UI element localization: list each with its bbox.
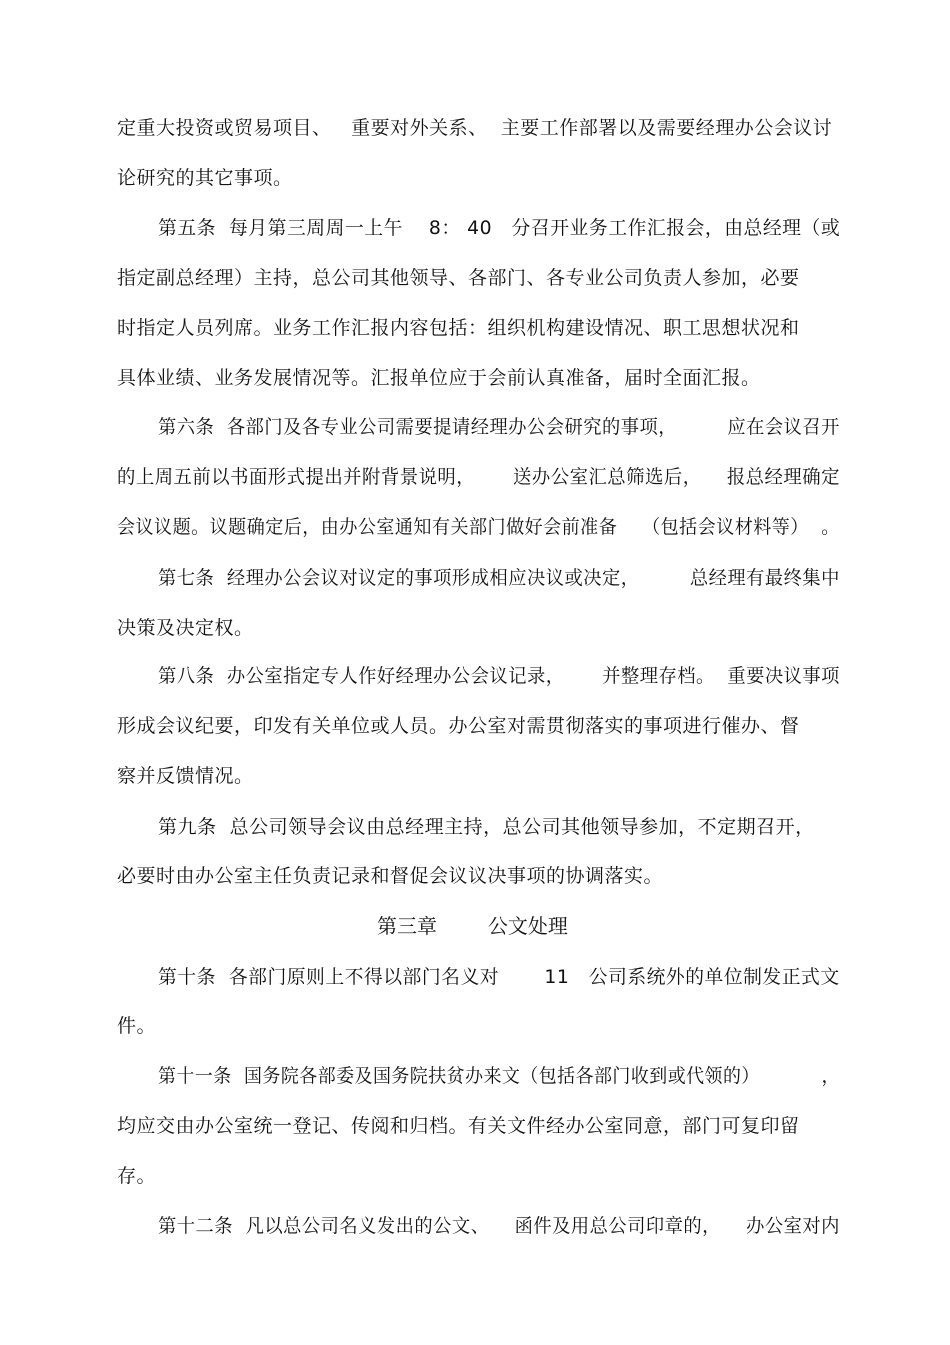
article-5-line-2: 指定副总经理）主持，总公司其他领导、各部门、各专业公司负责人参加，必要: [117, 267, 800, 289]
chapter-heading: 第三章 公文处理: [377, 914, 568, 938]
article-11-line-1: 第十一条 国务院各部委及国务院扶贫办来文（包括各部门收到或代领的） ，: [158, 1065, 840, 1087]
article-6-line-2: 的上周五前以书面形式提出并附背景说明， 送办公室汇总筛选后， 报总经理确定: [117, 466, 840, 488]
article-8-line-3: 察并反馈情况。: [117, 765, 254, 787]
article-7-line-1: 第七条 经理办公会议对议定的事项形成相应决议或决定， 总经理有最终集中: [158, 567, 840, 589]
text-line-1: 定重大投资或贸易项目、 重要对外关系、 主要工作部署以及需要经理办公会议讨: [117, 117, 833, 139]
article-5-line-4: 具体业绩、业务发展情况等。汇报单位应于会前认真准备，届时全面汇报。: [117, 367, 761, 389]
article-11-line-2: 均应交由办公室统一登记、传阅和归档。有关文件经办公室同意，部门可复印留: [117, 1115, 800, 1137]
article-5-line-3: 时指定人员列席。业务工作汇报内容包括：组织机构建设情况、职工思想状况和: [117, 317, 800, 339]
article-8-line-1: 第八条 办公室指定专人作好经理办公会议记录， 并整理存档。 重要决议事项: [158, 665, 840, 687]
article-12-line-1: 第十二条 凡以总公司名义发出的公文、 函件及用总公司印章的， 办公室对内: [158, 1215, 840, 1237]
article-9-line-1: 第九条 总公司领导会议由总经理主持，总公司其他领导参加，不定期召开，: [158, 816, 815, 838]
article-11-line-3: 存。: [117, 1165, 157, 1187]
article-7-line-2: 决策及决定权。: [117, 617, 254, 639]
article-10-line-1: 第十条 各部门原则上不得以部门名义对 11 公司系统外的单位制发正式文: [158, 966, 840, 988]
article-10-line-2: 件。: [117, 1015, 157, 1037]
article-6-line-1: 第六条 各部门及各专业公司需要提请经理办公会研究的事项， 应在会议召开: [158, 416, 840, 438]
article-9-line-2: 必要时由办公室主任负责记录和督促会议议决事项的协调落实。: [117, 865, 664, 887]
article-6-line-3: 会议议题。议题确定后，由办公室通知有关部门做好会前准备 （包括会议材料等） 。: [117, 516, 840, 538]
article-5-line-1: 第五条 每月第三周周一上午 8： 40 分召开业务工作汇报会，由总经理（或: [158, 217, 841, 239]
text-line-2: 论研究的其它事项。: [117, 167, 293, 189]
article-8-line-2: 形成会议纪要，印发有关单位或人员。办公室对需贯彻落实的事项进行催办、督: [117, 715, 800, 737]
